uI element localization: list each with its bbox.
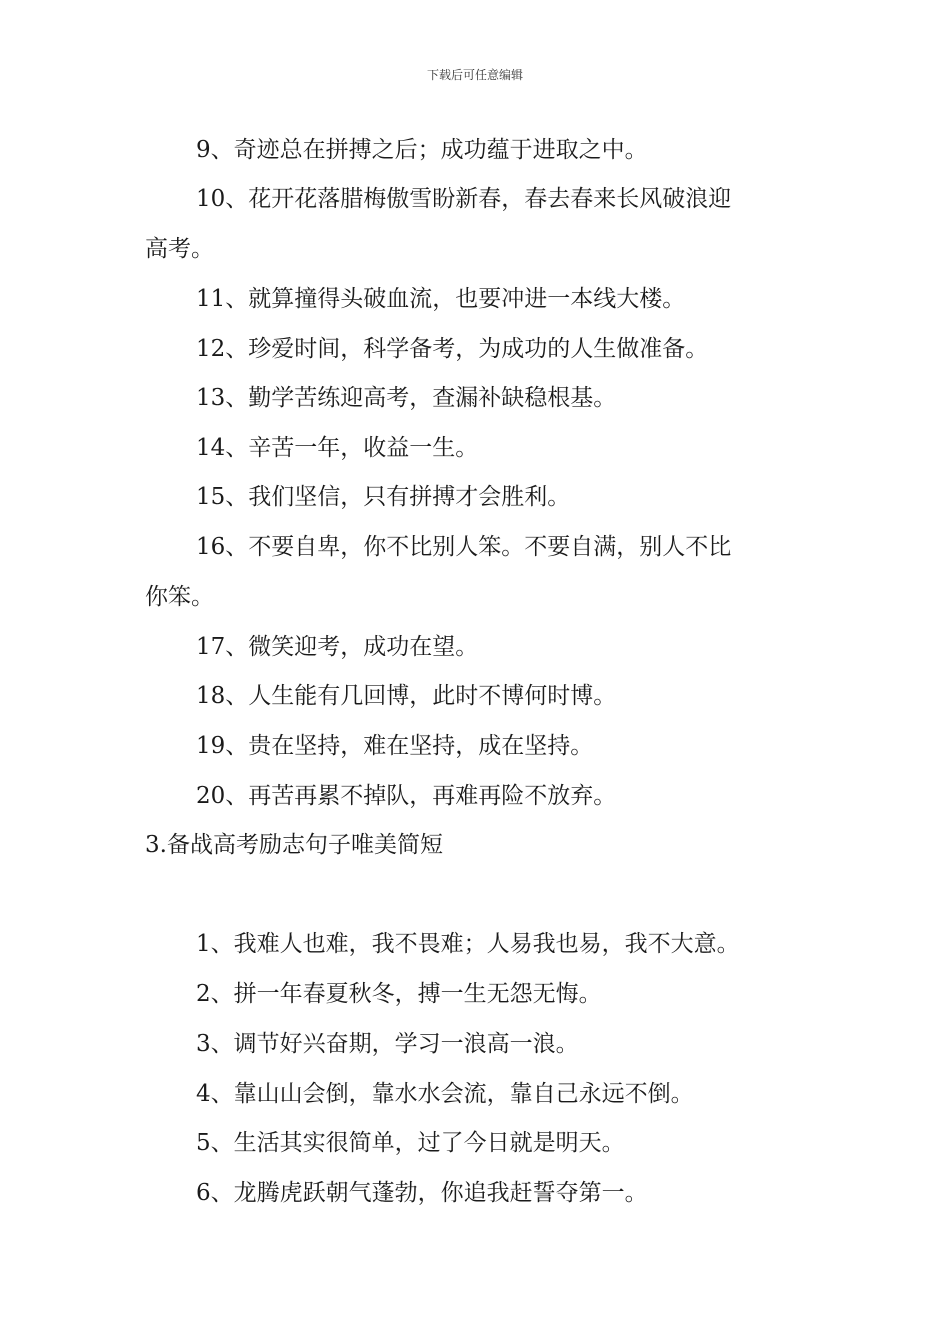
- list-item: 2、拼一年春夏秋冬，搏一生无怨无悔。: [196, 981, 602, 1007]
- list-item: 20、再苦再累不掉队，再难再险不放弃。: [196, 783, 617, 809]
- list-item: 4、靠山山会倒，靠水水会流，靠自己永远不倒。: [196, 1081, 694, 1107]
- list-item: 14、辛苦一年，收益一生。: [196, 435, 479, 461]
- list-item: 5、生活其实很简单，过了今日就是明天。: [196, 1130, 625, 1156]
- list-item: 3、调节好兴奋期，学习一浪高一浪。: [196, 1031, 579, 1057]
- list-item: 9、奇迹总在拼搏之后；成功蕴于进取之中。: [196, 137, 648, 163]
- list-item: 1、我难人也难，我不畏难；人易我也易，我不大意。: [196, 931, 740, 957]
- list-item: 15、我们坚信，只有拼搏才会胜利。: [196, 484, 571, 510]
- list-item: 11、就算撞得头破血流，也要冲进一本线大楼。: [196, 286, 686, 312]
- list-item: 16、不要自卑，你不比别人笨。不要自满，别人不比: [196, 534, 732, 560]
- list-item: 18、人生能有几回博，此时不博何时博。: [196, 683, 617, 709]
- list-item: 12、珍爱时间，科学备考，为成功的人生做准备。: [196, 336, 709, 362]
- list-item: 17、微笑迎考，成功在望。: [196, 634, 479, 660]
- list-item-continuation: 高考。: [145, 236, 214, 262]
- list-item: 13、勤学苦练迎高考，查漏补缺稳根基。: [196, 385, 617, 411]
- list-item: 6、龙腾虎跃朝气蓬勃，你追我赶誓夺第一。: [196, 1180, 648, 1206]
- section-heading: 3.备战高考励志句子唯美简短: [145, 832, 443, 858]
- list-item-continuation: 你笨。: [145, 584, 214, 610]
- list-item: 10、花开花落腊梅傲雪盼新春，春去春来长风破浪迎: [196, 186, 732, 212]
- page-header: 下载后可任意编辑: [426, 68, 523, 82]
- list-item: 19、贵在坚持，难在坚持，成在坚持。: [196, 733, 594, 759]
